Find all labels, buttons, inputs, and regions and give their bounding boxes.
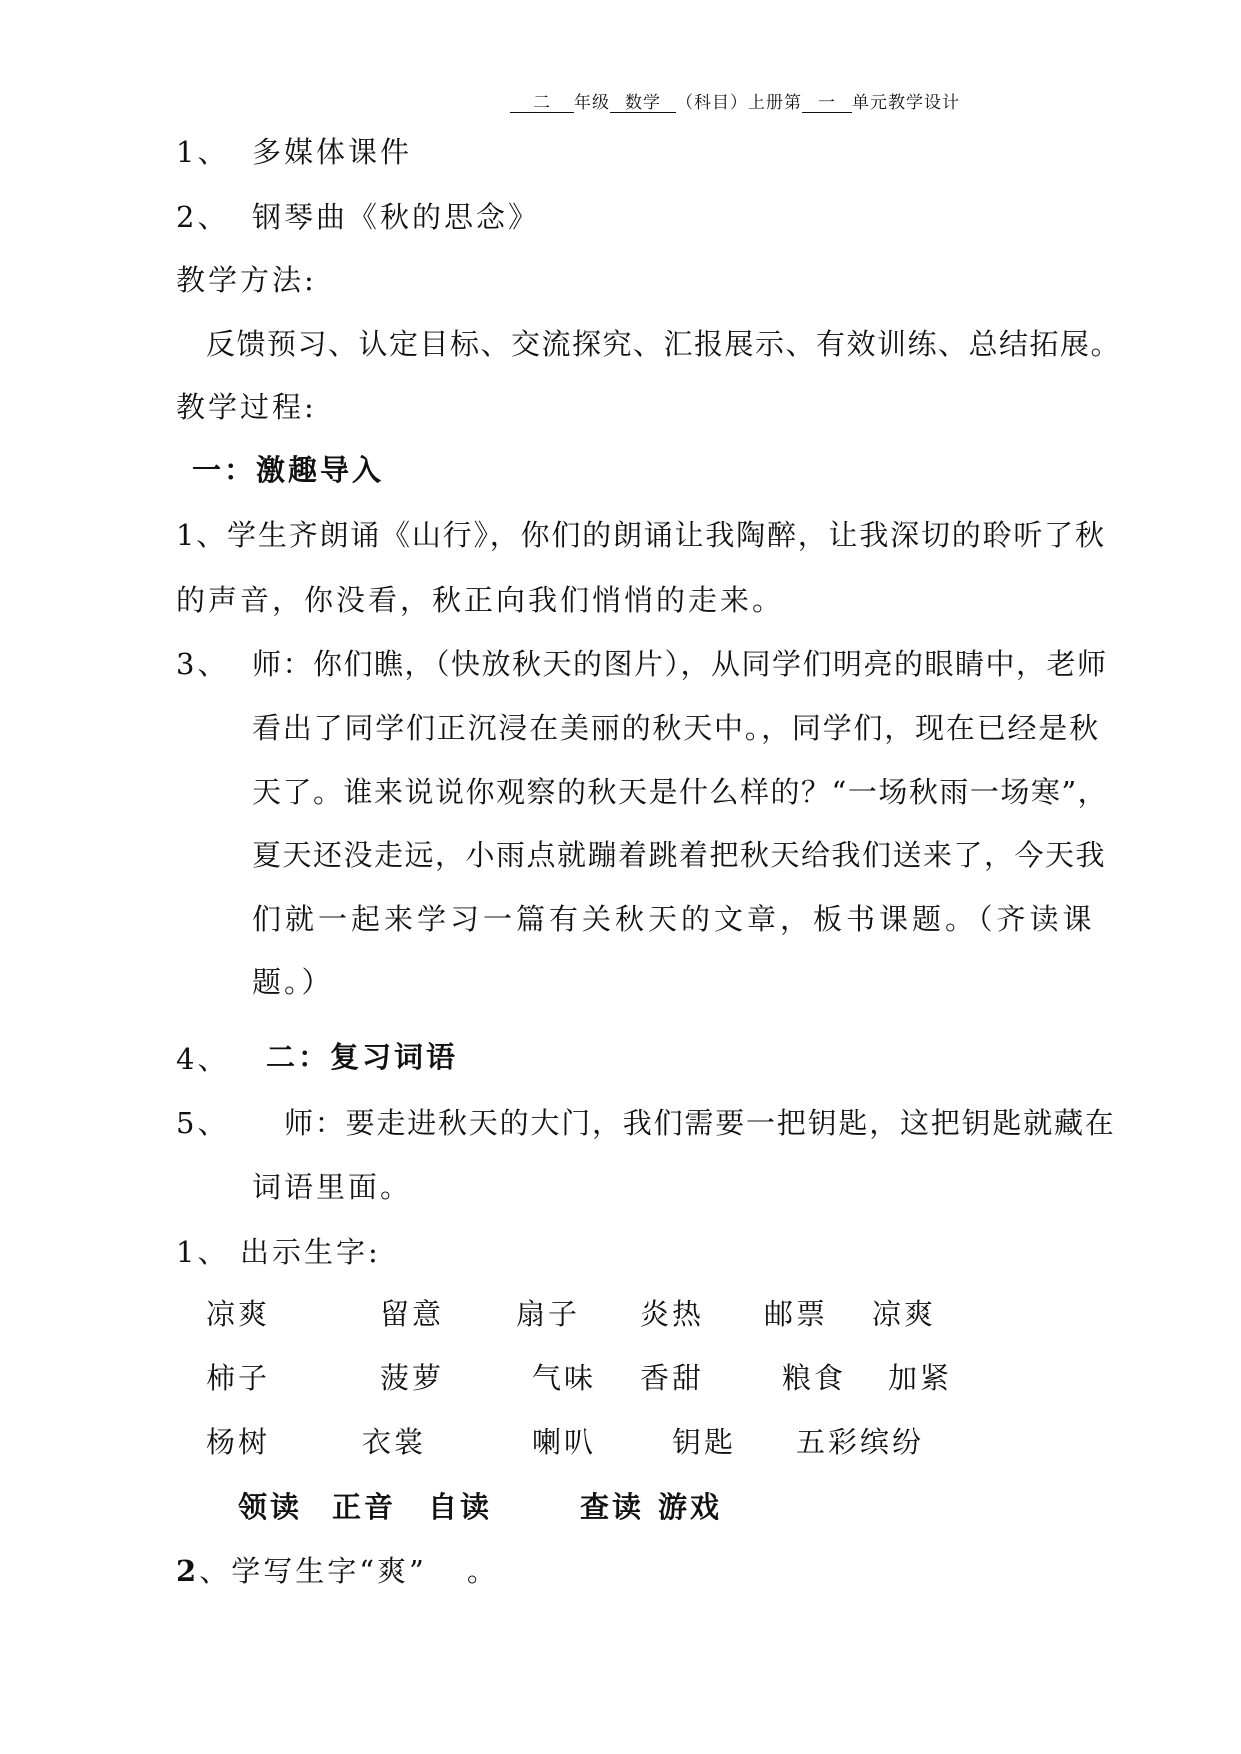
header-suffix: 单元教学设计 [852,93,960,113]
paragraph-line: 题。） [252,965,334,999]
vocab-word: 香甜 [640,1361,705,1395]
vocab-word: 加紧 [888,1361,953,1395]
vocab-word: 菠萝 [380,1361,445,1395]
header-grade-suffix: 年级 [574,93,610,113]
activity-label: 自读 [428,1490,493,1524]
list-item [176,1549,499,1590]
list-item-num: 4、 [176,1042,230,1076]
vocab-word: 气味 [532,1361,597,1395]
list-item-num: 3、 [176,647,230,681]
list-item-text: 出示生字: [240,1235,381,1269]
vocab-word: 凉爽 [872,1297,937,1331]
vocab-word: 衣裳 [362,1425,427,1459]
vocab-word: 五彩缤纷 [796,1425,925,1459]
method-text: 反馈预习、认定目标、交流探究、汇报展示、有效训练、总结拓展。 [206,327,1122,361]
vocab-word: 喇叭 [532,1425,597,1459]
vocab-word: 邮票 [764,1297,829,1331]
header-unit: 一 [802,94,852,113]
header-subject: 数学 [610,94,676,113]
vocab-word: 凉爽 [206,1297,271,1331]
vocab-word: 柿子 [206,1361,271,1395]
list-item-num: 1、 [176,1235,230,1269]
page-header [510,88,960,113]
list-item-tail: 。 [466,1554,499,1588]
paragraph-line: 师：你们瞧，（快放秋天的图片），从同学们明亮的眼睛中，老师 [252,647,1108,681]
paragraph-line: 词语里面。 [252,1170,413,1204]
header-mid: （科目）上册第 [676,93,802,113]
method-heading: 教学方法: [176,263,317,297]
prep-item-num: 2、 [176,200,230,234]
prep-item-num: 1、 [176,135,230,169]
prep-item-text: 钢琴曲《秋的思念》 [252,200,541,234]
paragraph-line: 师：要走进秋天的大门，我们需要一把钥匙，这把钥匙就藏在 [284,1106,1116,1140]
section-heading: 一：激趣导入 [192,453,385,487]
process-heading: 教学过程: [176,390,317,424]
vocab-word: 钥匙 [672,1425,737,1459]
list-item-num: 5、 [176,1106,230,1140]
paragraph-line: 们就一起来学习一篇有关秋天的文章，板书课题。（齐读课 [252,902,1096,936]
paragraph-line: 看出了同学们正沉浸在美丽的秋天中。，同学们，现在已经是秋 [252,711,1100,745]
activity-label: 游戏 [658,1490,723,1524]
section-heading: 二：复习词语 [266,1040,459,1074]
activity-label: 领读 [238,1490,303,1524]
list-item-text: 、学写生字“爽” [199,1554,427,1588]
paragraph-line: 的声音，你没看，秋正向我们悄悄的走来。 [176,583,785,617]
vocab-word: 扇子 [516,1297,581,1331]
activity-label: 正音 [332,1490,397,1524]
header-grade: 二 [510,94,574,113]
paragraph-line: 天了。谁来说说你观察的秋天是什么样的？“一场秋雨一场寒”， [252,775,1109,809]
vocab-word: 炎热 [640,1297,705,1331]
paragraph-line: 1、学生齐朗诵《山行》，你们的朗诵让我陶醉，让我深切的聆听了秋 [176,518,1106,552]
list-item-num: 2 [176,1554,200,1588]
vocab-word: 杨树 [206,1425,271,1459]
activity-label: 查读 [580,1490,645,1524]
vocab-word: 粮食 [782,1361,847,1395]
paragraph-line: 夏天还没走远，小雨点就蹦着跳着把秋天给我们送来了，今天我 [252,838,1107,872]
prep-item-text: 多媒体课件 [252,135,413,169]
vocab-word: 留意 [380,1297,445,1331]
